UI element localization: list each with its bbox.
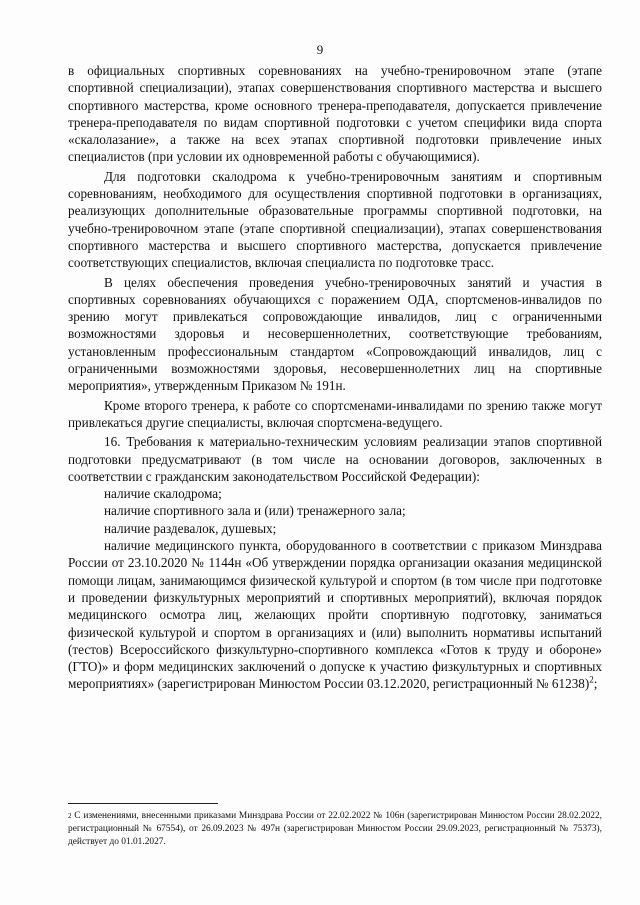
footnote-divider [68,803,218,804]
paragraph-second-coach: Кроме второго тренера, к работе со спортсменами-инвалидами по зрению также могут привлекаться другие специалисты, включая спортсмена-ведущего. [68,397,602,430]
list-item: наличие раздевалок, душевых; [104,520,277,536]
footnote [68,810,602,849]
medical-point-text: наличие медицинского пункта, оборудованного в соответствии с приказом Минздрава России от 23.10.2020 № 1144н «Об утверждении порядка организации оказания медицинской помощи лицам, занимающимся физической культурой и спортом (в том числе при подготовке и проведении физкультурных мероприятий и спортивных мероприятий), включая порядок медицинского осмотра лиц, желающих пройти спортивную подготовку, заниматься физической культурой и спортом в организациях и (или) выполнить нормативы испытаний (тестов) Всероссийского физкультурно-спортивного комплекса «Готов к труду и обороне» (ГТО)» и форм медицинских заключений о допуске к участию физкультурных и спортивных мероприятиях» (зарегистрирован Минюстом России 03.12.2020, регистрационный № 61238) [68,538,602,692]
footnote-reference[interactable]: 2 [589,675,594,685]
medical-point-end: ; [593,676,598,692]
page-number: 9 [316,42,324,57]
document-body [68,62,602,693]
list-item: наличие скалодрома; [104,486,222,502]
list-item: наличие спортивного зала и (или) тренажерного зала; [104,503,406,519]
paragraph-climbing-wall-prep: Для подготовки скалодрома к учебно-тренировочным занятиям и спортивным соревнованиям, необходимого для осуществления спортивной подготовки в организациях, реализующих дополнительные образовательные программы спортивной подготовки, на учебно-тренировочном этапе (этапе спортивной специализации), этапах совершенствования спортивного мастерства и высшего спортивного мастерства, допускается привлечение соответствующих специалистов, включая специалиста по подготовке трасс. [68,168,602,271]
footnote-mark: 2 [68,812,72,820]
paragraph-continuation: в официальных спортивных соревнованиях на учебно-тренировочном этапе (этапе спортивной специализации), этапах совершенствования спортивного мастерства и высшего спортивного мастерства, кроме основного тренера-преподавателя, допускается привлечение тренера-преподавателя по видам спортивной подготовки с учетом специфики вида спорта «скалолазание», а также на всех этапах спортивной подготовки привлечение иных специалистов (при условии их одновременной работы с обучающимися). [68,63,602,165]
footnote-text: С изменениями, внесенными приказами Минздрава России от 22.02.2022 № 106н (зарегистрирован Минюстом России 28.02.2022, регистрационный № 67554), от 26.09.2023 № 497н (зарегистрирован Минюстом России 29.09.2023, регистрационный № 75373), действует до 01.01.2027. [68,811,602,847]
paragraph-section-16: 16. Требования к материально-техническим условиям реализации этапов спортивной подготовки предусматривают (в том числе на основании договоров, заключенных в соответствии с гражданским законодательством Российской Федерации): [68,434,602,484]
paragraph-medical-point [68,537,602,693]
paragraph-accompanying-staff: В целях обеспечения проведения учебно-тренировочных занятий и участия в спортивных соревнованиях обучающихся с поражением ОДА, спортсменов-инвалидов по зрению могут привлекаться сопровождающие инвалидов, лиц с ограниченными возможностями здоровья и несовершеннолетних, соответствующие требованиям, установленным профессиональным стандартом «Сопровождающий инвалидов, лиц с ограниченными возможностями здоровья, несовершеннолетних лиц на спортивные мероприятия», утвержденным Приказом № 191н. [68,274,602,394]
